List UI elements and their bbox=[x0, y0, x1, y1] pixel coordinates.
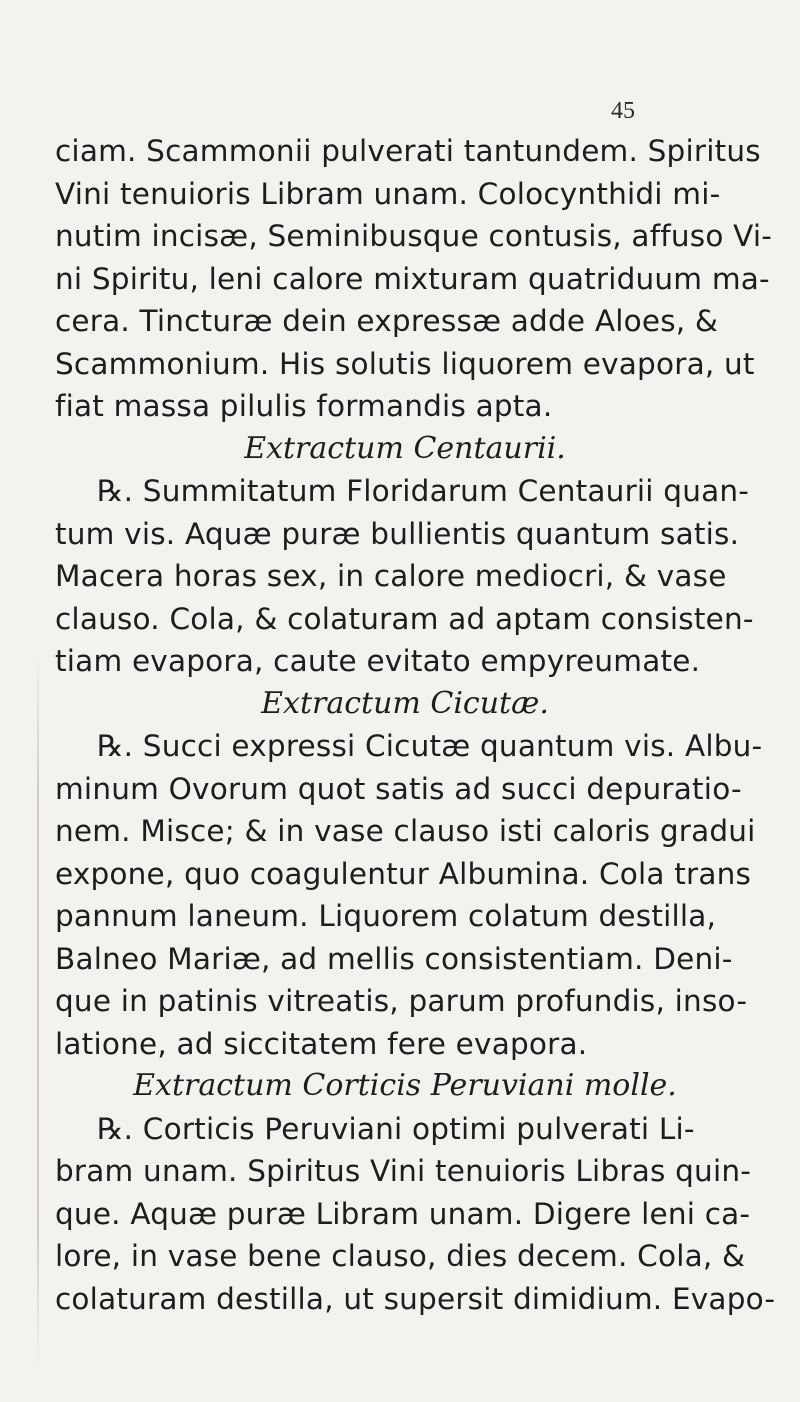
text-line: bram unam. Spiritus Vini tenuioris Libras quin- bbox=[55, 1154, 752, 1188]
section-heading: Extractum Cicutæ. bbox=[261, 685, 549, 721]
text-line: que in patinis vitreatis, parum profundis, inso- bbox=[55, 984, 748, 1018]
text-line: cera. Tincturæ dein expressæ adde Aloes, & bbox=[55, 304, 719, 338]
text-line: nutim incisæ, Seminibusque contusis, affuso Vi- bbox=[55, 219, 773, 253]
text-line: ℞. Succi expressi Cicutæ quantum vis. Albu- bbox=[97, 729, 763, 763]
text-line: ℞. Corticis Peruviani optimi pulverati Li- bbox=[97, 1111, 695, 1146]
text-line: expone, quo coagulentur Albumina. Cola trans bbox=[55, 856, 752, 891]
text-line: tum vis. Aquæ puræ bullientis quantum satis. bbox=[55, 516, 740, 551]
text-line: latione, ad siccitatem fere evapora. bbox=[55, 1026, 588, 1061]
text-line: Macera horas sex, in calore mediocri, & vase bbox=[55, 559, 727, 593]
text-line: ciam. Scammonii pulverati tantundem. Spiritus bbox=[55, 134, 761, 168]
section-heading: Extractum Centaurii. bbox=[244, 430, 566, 466]
text-line: tiam evapora, caute evitato empyreumate. bbox=[55, 644, 701, 678]
text-line: que. Aquæ puræ Libram unam. Digere leni ca- bbox=[55, 1196, 751, 1231]
text-line: nem. Misce; & in vase clauso isti caloris gradui bbox=[55, 814, 756, 848]
text-line: pannum laneum. Liquorem colatum destilla, bbox=[55, 899, 717, 933]
text-line: lore, in vase bene clauso, dies decem. Cola, & bbox=[55, 1239, 746, 1273]
text-line: fiat massa pilulis formandis apta. bbox=[55, 389, 553, 423]
text-line: Vini tenuioris Libram unam. Colocynthidi mi- bbox=[55, 176, 721, 211]
text-line: Scammonium. His solutis liquorem evapora, ut bbox=[55, 346, 755, 381]
text-line: colaturam destilla, ut supersit dimidium. Evapo- bbox=[55, 1281, 776, 1316]
section-heading: Extractum Corticis Peruviani molle. bbox=[133, 1068, 677, 1103]
page-number: 45 bbox=[611, 98, 635, 124]
text-line: ni Spiritu, leni calore mixturam quatriduum ma- bbox=[55, 261, 770, 296]
text-line: minum Ovorum quot satis ad succi depuratio- bbox=[55, 771, 742, 806]
text-line: ℞. Summitatum Floridarum Centaurii quan- bbox=[97, 474, 750, 508]
text-line: Balneo Mariæ, ad mellis consistentiam. Deni- bbox=[55, 941, 733, 976]
text-line: clauso. Cola, & colaturam ad aptam consisten- bbox=[55, 601, 754, 636]
page-shadow-edge bbox=[37, 650, 39, 1370]
page-body bbox=[55, 130, 785, 1320]
